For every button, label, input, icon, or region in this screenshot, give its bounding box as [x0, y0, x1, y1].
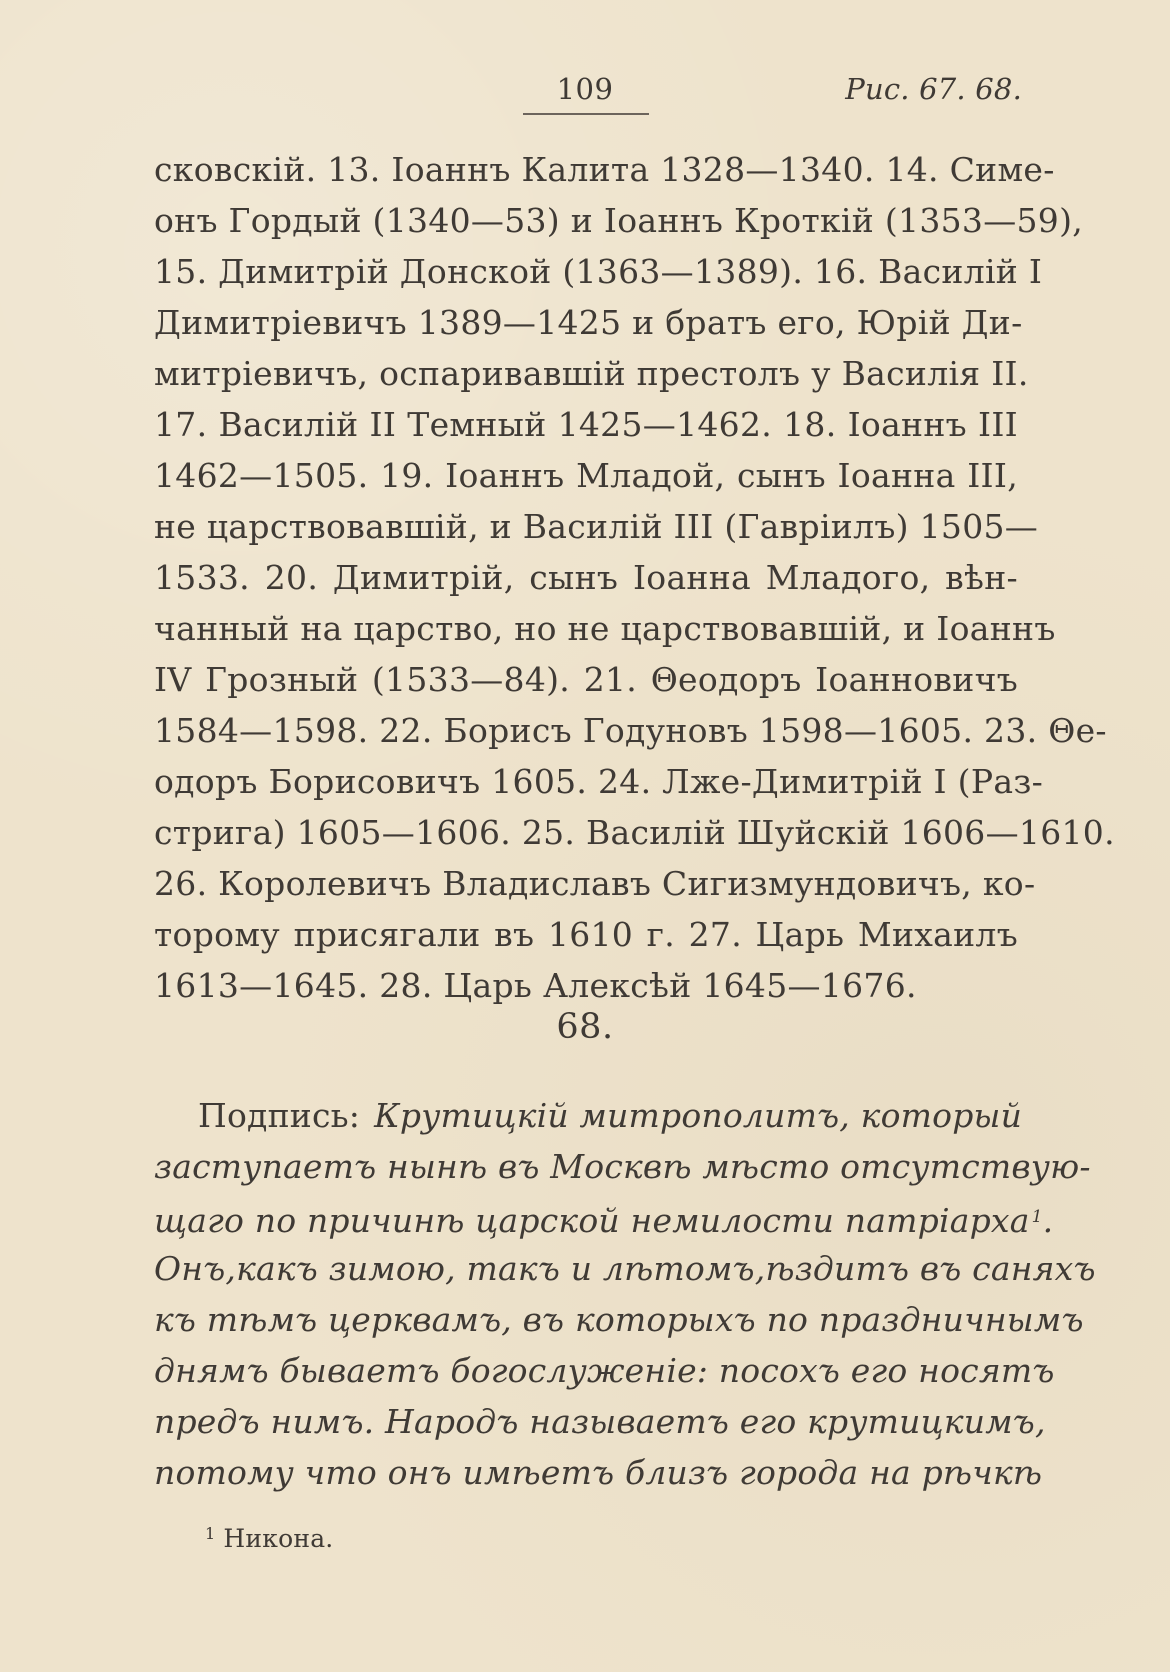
page-number-rule: [523, 113, 649, 115]
footnote-reference: 1: [1031, 1207, 1043, 1227]
main-text-block: [154, 144, 1115, 1011]
page-number: 109: [556, 72, 614, 106]
caption-line-with-footnote: [154, 1192, 1054, 1243]
running-head: Рис. 67. 68.: [845, 72, 1022, 106]
caption-line-tail: .: [1042, 1201, 1054, 1240]
section-number: 68.: [556, 1007, 614, 1047]
caption-line: потому что онъ имѣетъ близъ города на рѣчкѣ: [154, 1453, 1043, 1492]
text-line: 1462—1505. 19. Іоаннъ Младой, сынъ Іоанна III,: [154, 456, 1018, 495]
caption-block: [154, 1090, 1096, 1498]
page-header: [0, 72, 1170, 122]
text-line: 26. Королевичъ Владиславъ Сигизмундовичъ, ко-: [154, 864, 1036, 903]
text-line: 17. Василій II Темный 1425—1462. 18. Іоаннъ III: [154, 405, 1018, 444]
text-line: не царствовавшій, и Василій III (Гавріилъ) 1505—: [154, 507, 1039, 546]
caption-first-line: [198, 1090, 1023, 1141]
text-line: торому присягали въ 1610 г. 27. Царь Михаилъ: [154, 915, 1018, 954]
text-line: митріевичъ, оспаривавшій престолъ у Василія II.: [154, 354, 1029, 393]
caption-line: днямъ бываетъ богослуженіе: посохъ его носятъ: [154, 1351, 1055, 1390]
text-line: 1613—1645. 28. Царь Алексѣй 1645—1676.: [154, 966, 917, 1005]
text-line: 1584—1598. 22. Борисъ Годуновъ 1598—1605. 23. Θе-: [154, 711, 1107, 750]
text-line: IV Грозный (1533—84). 21. Θеодоръ Іоанновичъ: [154, 660, 1018, 699]
text-line: онъ Гордый (1340—53) и Іоаннъ Кроткій (1353—59),: [154, 201, 1084, 240]
footnote: [205, 1524, 333, 1553]
text-line: стрига) 1605—1606. 25. Василій Шуйскій 1606—1610.: [154, 813, 1115, 852]
caption-italic-text: Крутицкій митрополитъ, который: [374, 1096, 1023, 1135]
caption-line-text: щаго по причинѣ царской немилости патріарха: [154, 1201, 1030, 1240]
caption-line: къ тѣмъ церквамъ, въ которыхъ по праздничнымъ: [154, 1300, 1084, 1339]
caption-line: заступаетъ нынѣ въ Москвѣ мѣсто отсутствую-: [154, 1147, 1091, 1186]
text-line: сковскій. 13. Іоаннъ Калита 1328—1340. 14. Симе-: [154, 150, 1055, 189]
text-line: чанный на царство, но не царствовавшій, и Іоаннъ: [154, 609, 1056, 648]
text-line: 15. Димитрій Донской (1363—1389). 16. Василій I: [154, 252, 1043, 291]
text-line: 1533. 20. Димитрій, сынъ Іоанна Младого, вѣн-: [154, 558, 1018, 597]
caption-line: Онъ,какъ зимою, такъ и лѣтомъ,ѣздитъ въ саняхъ: [154, 1249, 1096, 1288]
footnote-text: Никона.: [223, 1524, 334, 1553]
text-line: Димитріевичъ 1389—1425 и братъ его, Юрій Ди-: [154, 303, 1023, 342]
text-line: одоръ Борисовичъ 1605. 24. Лже-Димитрій I (Раз-: [154, 762, 1044, 801]
footnote-mark: 1: [205, 1524, 216, 1543]
caption-line: предъ нимъ. Народъ называетъ его крутицкимъ,: [154, 1402, 1046, 1441]
caption-label: Подпись:: [198, 1096, 361, 1135]
